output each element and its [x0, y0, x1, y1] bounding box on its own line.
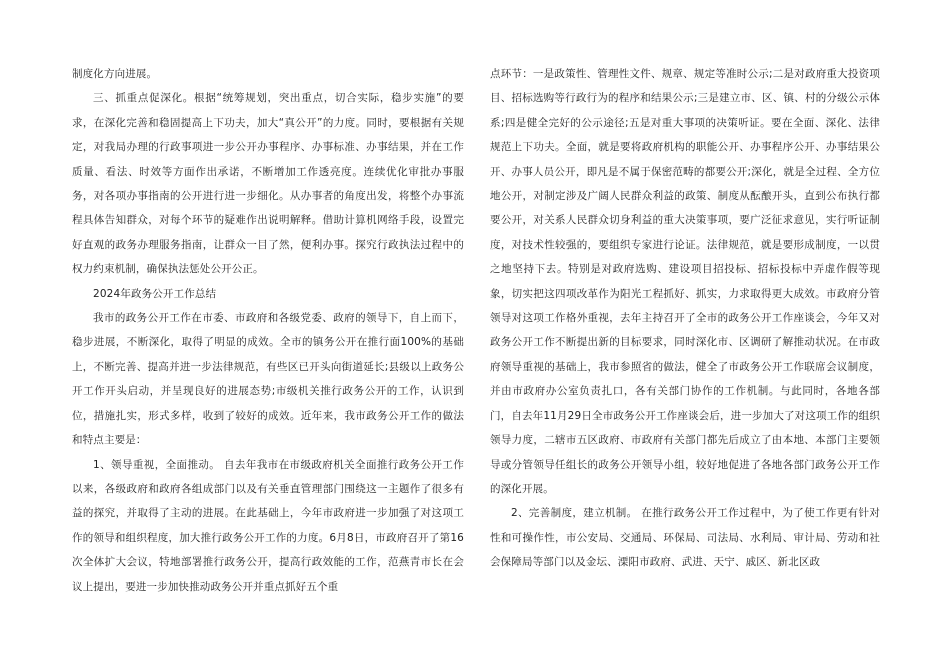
- left-paragraph: 我市的政务公开工作在市委、市政府和各级党委、政府的领导下，自上而下，稳步进展，不断深化，取得了明显的成效。全市的镇务公开在推行面100%的基础上，不断完善、提高并进一步法律规范，有些区已开头向街道延长;县级以上政务公开工作开头启动，并呈现良好的进展态势;市级机关推行政务公开的工作，认识到位，措施扎实，形式多样，收到了较好的成效。近年来，我市政务公开工作的做法和特点主要是：: [72, 312, 464, 447]
- right-paragraph: 2、完善制度，建立机制。 在推行政务公开工作过程中，为了使工作更有针对性和可操作性，市公安局、交通局、环保局、司法局、水利局、审计局、劳动和社会保障局等部门以及金坛、溧阳市政府、武进、天宁、戚区、新北区政: [490, 507, 880, 569]
- left-paragraph: 1、领导重视，全面推动。 自去年我市在市级政府机关全面推行政务公开工作以来，各级政府和政府各组成部门以及有关垂直管理部门围绕这一主题作了很多有益的探究，并取得了主动的进展。在此基础上，今年市政府进一步加强了对这项工作的领导和组织程度，加大推行政务公开工作的力度。6月8日，市政府召开了第16次全体扩大会议，特地部署推行政务公开，提高行政效能的工作，范燕青市长在会议上提出，要进一步加快推动政务公开并重点抓好五个重: [72, 458, 464, 593]
- right-column: [490, 62, 880, 575]
- left-paragraph: 三、抓重点促深化。根据“统筹规划，突出重点，切合实际，稳步实施”的要求，在深化完善和稳固提高上下功夫，加大“真公开”的力度。同时，要根据有关规定，对我局办理的行政事项进一步公开办事程序、办事标准、办事结果，并在工作质量、看法、时效等方面作出承诺，不断增加工作透亮度。连续优化审批办事服务，对各项办事指南的公开进行进一步细化。从办事者的角度出发，将整个办事流程具体告知群众，对每个环节的疑难作出说明解释。借助计算机网络手段，设置完好直观的政务办理服务指南，让群众一目了然，便利办事。探究行政执法过程中的权力约束机制，确保执法惩处公开公正。: [72, 92, 464, 276]
- left-column: [72, 62, 464, 599]
- left-paragraph: 制度化方向进展。: [72, 68, 158, 80]
- right-paragraph: 点环节：一是政策性、管理性文件、规章、规定等准时公示;二是对政府重大投资项目、招标选购等行政行为的程序和结果公示;三是建立市、区、镇、村的分级公示体系;四是健全完好的公示途径;五是对重大事项的决策听证。要在全面、深化、法律规范上下功夫。全面，就是要将政府机构的职能公开、办事程序公开、办事结果公开、办事人员公开，即凡是不属于保密范畴的都要公开;深化，就是全过程、全方位地公开，对制定涉及广阔人民群众利益的政策、制度从酝酿开头，直到公布执行都要公开，对关系人民群众切身利益的重大决策事项，要广泛征求意见，实行听证制度，对技术性较强的，要组织专家进行论证。法律规范，就是要形成制度，一以贯之地坚持下去。特别是对政府选购、建设项目招投标、招标投标中弄虚作假等现象，切实把这四项改革作为阳光工程抓好、抓实，力求取得更大成效。市政府分管领导对这项工作格外重视，去年主持召开了全市的政务公开工作座谈会，今年又对政务公开工作不断提出新的目标要求，同时深化市、区调研了解推动状况。在市政府领导重视的基础上，我市参照省的做法，健全了市政务公开工作联席会议制度，并由市政府办公室负责扎口，各有关部门协作的工作机制。与此同时，各地各部门，自去年11月29日全市政务公开工作座谈会后，进一步加大了对这项工作的组织领导力度，二辖市五区政府、市政府有关部门都先后成立了由本地、本部门主要领导或分管领导任组长的政务公开领导小组，较好地促进了各地各部门政务公开工作的深化开展。: [490, 68, 880, 495]
- left-paragraph: 2024年政务公开工作总结: [93, 287, 217, 300]
